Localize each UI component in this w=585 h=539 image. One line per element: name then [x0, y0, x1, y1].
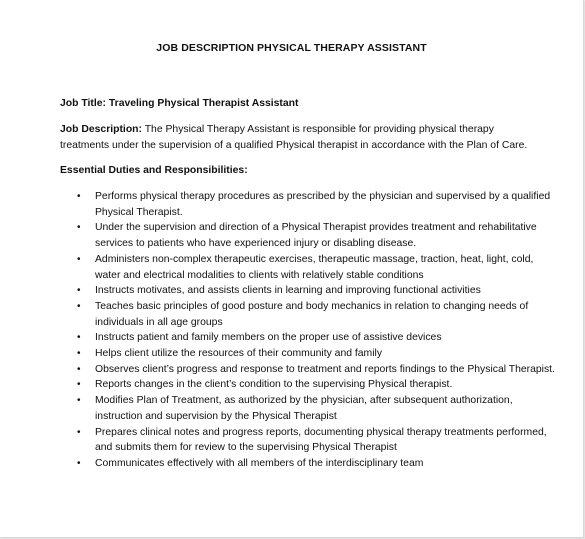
- bullet-icon: •: [77, 363, 81, 375]
- list-item: [60, 252, 560, 283]
- list-item: [60, 362, 560, 378]
- list-item: [60, 346, 560, 362]
- bullet-icon: •: [77, 379, 81, 391]
- bullet-icon: •: [77, 300, 81, 312]
- duties-list: [60, 189, 560, 472]
- list-item-text: Performs physical therapy procedures as prescribed by the physician and supervised by a qualified Physical Therapist.: [95, 191, 551, 218]
- list-item-text: Helps client utilize the resources of their community and family: [95, 348, 383, 360]
- document-title: JOB DESCRIPTION PHYSICAL THERAPY ASSISTANT: [156, 42, 427, 54]
- job-description-text: The Physical Therapy Assistant is responsible for providing physical therapy treatments under the supervision of a qualified Physical therapist in accordance with the Plan of Care.: [60, 124, 528, 151]
- list-item-text: Teaches basic principles of good posture and body mechanics in relation to changing needs of individuals in all age groups: [95, 300, 529, 328]
- list-item-text: Modifies Plan of Treatment, as authorized by the physician, after subsequent authorization, instruction and supervision by the Physical Therapist: [95, 395, 513, 422]
- list-item: [60, 299, 560, 330]
- bullet-icon: •: [77, 348, 81, 360]
- bullet-icon: •: [77, 285, 81, 297]
- job-description: [60, 122, 540, 153]
- bullet-icon: •: [77, 253, 81, 265]
- list-item-text: Instructs motivates, and assists clients in learning and improving functional activities: [95, 285, 481, 297]
- list-item-text: Administers non-complex therapeutic exercises, therapeutic massage, traction, heat, light, cold, water and electrical modalities to clients with relatively stable conditions: [95, 253, 534, 281]
- bullet-icon: •: [77, 426, 81, 438]
- list-item-text: Reports changes in the client’s condition to the supervising Physical therapist.: [95, 379, 453, 391]
- list-item: [60, 283, 560, 299]
- bullet-icon: •: [77, 457, 81, 469]
- list-item: [60, 377, 560, 393]
- list-item-text: Communicates effectively with all members of the interdisciplinary team: [95, 457, 424, 469]
- list-item: [60, 456, 560, 472]
- list-item: [60, 425, 560, 456]
- job-title: Job Title: Traveling Physical Therapist Assistant: [60, 98, 299, 109]
- list-item: [60, 220, 560, 251]
- bullet-icon: •: [77, 332, 81, 344]
- list-item-text: Observes client’s progress and response to treatment and reports findings to the Physical Therapist.: [95, 363, 555, 375]
- list-item: [60, 330, 560, 346]
- duties-heading: Essential Duties and Responsibilities:: [60, 165, 248, 176]
- bullet-icon: •: [77, 191, 81, 202]
- list-item: [60, 189, 560, 220]
- list-item: [60, 393, 560, 424]
- list-item-text: Instructs patient and family members on the proper use of assistive devices: [95, 332, 442, 344]
- job-description-label: Job Description:: [60, 124, 142, 135]
- list-item-text: Under the supervision and direction of a Physical Therapist provides treatment and rehabilitative services to patients who have experienced injury or disabling disease.: [95, 222, 537, 250]
- list-item-text: Prepares clinical notes and progress reports, documenting physical therapy treatments performed, and submits them for review to the supervising Physical Therapist: [95, 426, 547, 454]
- bullet-icon: •: [77, 395, 81, 407]
- bullet-icon: •: [77, 222, 81, 234]
